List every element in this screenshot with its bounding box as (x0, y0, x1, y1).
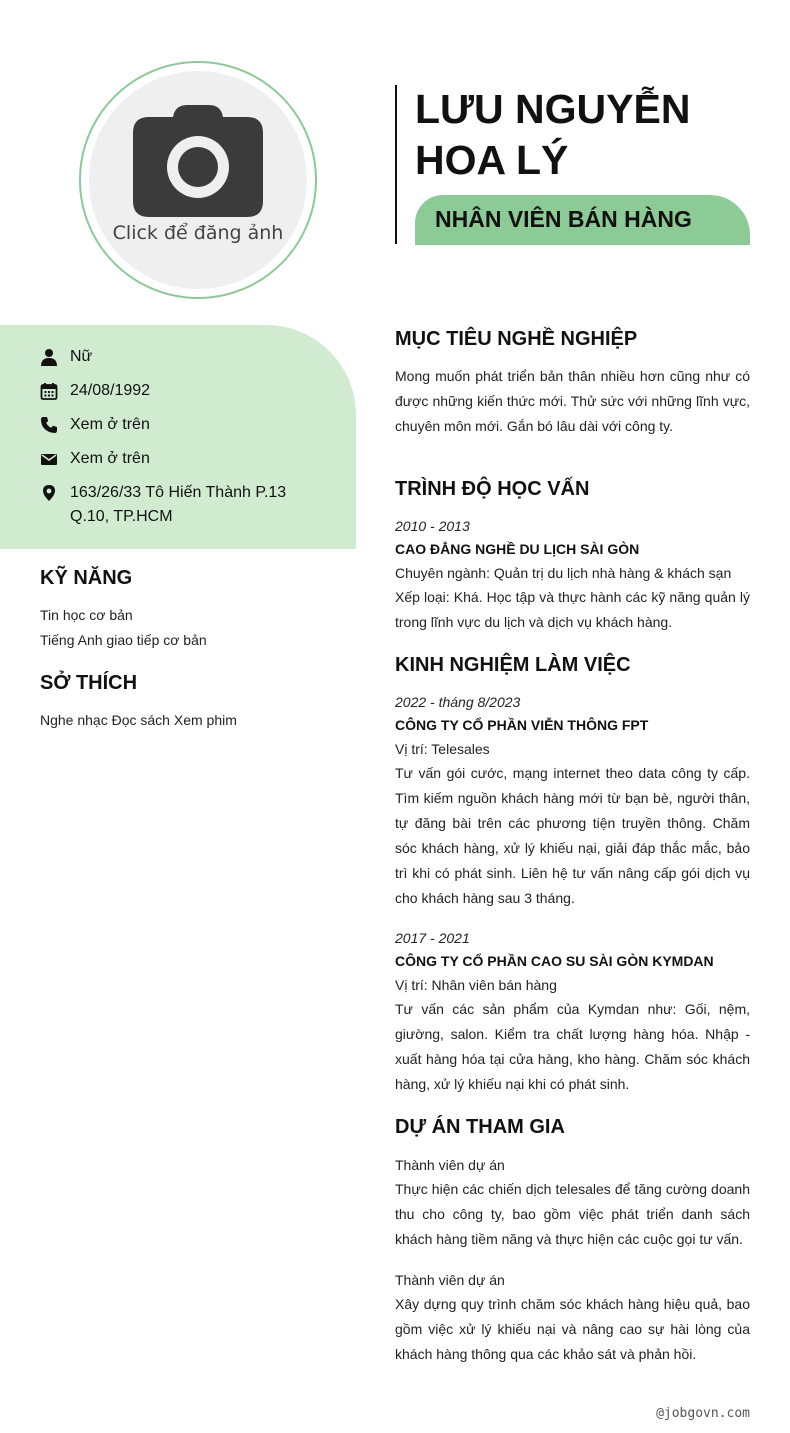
job-title-banner (415, 195, 750, 245)
job-description: Tư vấn gói cước, mạng internet theo data công ty cấp. Tìm kiếm nguồn khách hàng mới từ bạn bè, người thân, tự đăng bài trên các phương tiện truyền thông. Chăm sóc khách hàng, xử lý khiếu nại, giải đáp thắc mắc, bảo trì khi có phát sinh. Liên hệ tư vấn nâng cấp gói dịch vụ cho khách hàng sau 3 tháng. (395, 765, 750, 906)
hobbies-text: Nghe nhạc Đọc sách Xem phim (40, 712, 237, 728)
camera-icon (133, 103, 263, 217)
project-role: Thành viên dự án (395, 1157, 505, 1173)
objective-text: Mong muốn phát triển bản thân nhiều hơn cũng như có được những kiến thức mới. Thử sức với những lĩnh vực, chuyên môn mới. Gắn bó lâu dài với công ty. (395, 368, 750, 434)
job-position: Vị trí: Telesales (395, 741, 490, 757)
calendar-icon (40, 382, 58, 400)
skills-heading: KỸ NĂNG (40, 567, 133, 589)
avatar-caption: Click để đăng ảnh (112, 222, 284, 244)
person-icon (40, 348, 58, 366)
site-watermark: @jobgovn.com (656, 1406, 750, 1421)
education-heading: TRÌNH ĐỘ HỌC VẤN (395, 478, 590, 500)
gender-value: Nữ (70, 348, 93, 365)
skill-item: Tin học cơ bản (40, 607, 133, 623)
name-divider (395, 85, 397, 244)
education-period: 2010 - 2013 (395, 518, 470, 534)
phone-value: Xem ở trên (70, 416, 150, 433)
experience-heading: KINH NGHIỆM LÀM VIỆC (395, 654, 631, 676)
projects-heading: DỰ ÁN THAM GIA (395, 1116, 565, 1138)
objective-heading: MỤC TIÊU NGHỀ NGHIỆP (395, 328, 638, 350)
job-description: Tư vấn các sản phẩm của Kymdan như: Gối, nệm, giường, salon. Kiểm tra chất lượng hàng hóa. Nhập - xuất hàng hóa tại cửa hàng, kho hàng. Chăm sóc khách hàng, xử lý khiếu nại khi có phát sinh. (395, 1001, 750, 1092)
project-description: Xây dựng quy trình chăm sóc khách hàng hiệu quả, bao gồm việc xử lý khiếu nại và nâng cao sự hài lòng của khách hàng thông qua các khảo sát và phản hồi. (395, 1296, 750, 1362)
project-role: Thành viên dự án (395, 1272, 505, 1288)
education-details: Xếp loại: Khá. Học tập và thực hành các kỹ năng quản lý trong lĩnh vực du lịch và dịch vụ khách hàng. (395, 589, 750, 630)
education-major: Chuyên ngành: Quản trị du lịch nhà hàng & khách sạn (395, 565, 732, 581)
email-value: Xem ở trên (70, 450, 150, 467)
address-line-1: 163/26/33 Tô Hiến Thành P.13 (70, 484, 287, 501)
project-description: Thực hiện các chiến dịch telesales để tăng cường doanh thu cho công ty, bao gồm việc phát triển danh sách khách hàng tiềm năng và thực hiện các cuộc gọi tư vấn. (395, 1181, 750, 1247)
job-position: Vị trí: Nhân viên bán hàng (395, 977, 557, 993)
hobbies-heading: SỞ THÍCH (40, 672, 138, 694)
contact-panel (0, 325, 356, 549)
job-period: 2017 - 2021 (395, 930, 470, 946)
avatar-upload[interactable] (79, 61, 317, 299)
avatar-placeholder[interactable] (89, 71, 307, 289)
job-title: NHÂN VIÊN BÁN HÀNG (435, 206, 692, 232)
full-name: LƯU NGUYỄN HOA LÝ (415, 86, 691, 183)
job-company: CÔNG TY CỔ PHẦN CAO SU SÀI GÒN KYMDAN (395, 953, 714, 969)
job-company: CÔNG TY CỔ PHẦN VIỄN THÔNG FPT (395, 717, 649, 733)
skill-item: Tiếng Anh giao tiếp cơ bản (40, 632, 207, 648)
school-name: CAO ĐẲNG NGHỀ DU LỊCH SÀI GÒN (395, 541, 640, 557)
phone-icon (40, 416, 58, 434)
location-pin-icon (40, 484, 58, 502)
job-period: 2022 - tháng 8/2023 (395, 694, 521, 710)
mail-icon (40, 450, 58, 468)
birthday-value: 24/08/1992 (70, 382, 151, 399)
address-line-2: Q.10, TP.HCM (70, 508, 173, 525)
